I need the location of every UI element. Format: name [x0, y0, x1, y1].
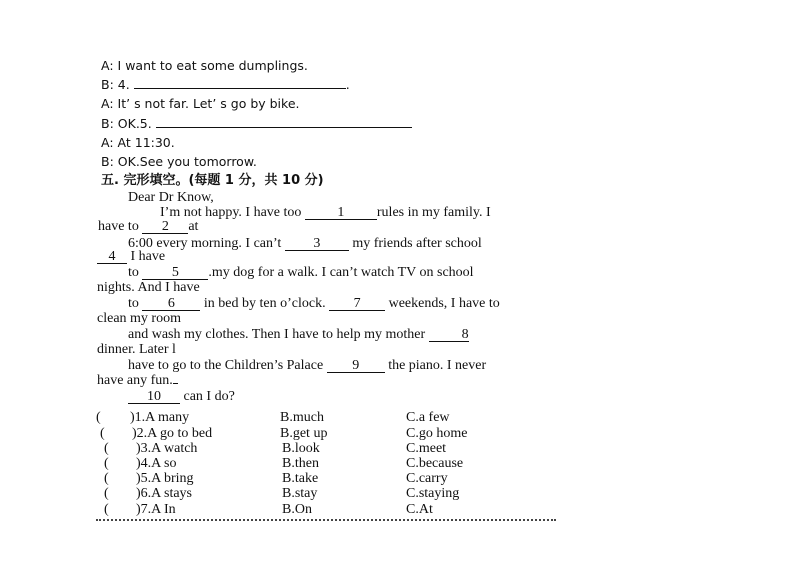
dialogue-text: I want to eat some dumplings.	[117, 58, 308, 73]
passage-text: have any fun.	[97, 373, 173, 388]
passage-line: clean my room	[97, 311, 181, 326]
cloze-blank-6[interactable]: 6	[142, 297, 200, 311]
dialogue-line-5	[101, 135, 175, 151]
option-a: )1.A many	[130, 410, 190, 425]
dialogue-text: OK.5.	[117, 116, 152, 131]
passage-line: nights. And I have	[97, 280, 200, 295]
dialogue-line-6	[101, 154, 257, 170]
option-c: C.staying	[406, 486, 460, 501]
dialogue-text: OK.See you tomorrow.	[117, 154, 257, 169]
passage-line	[128, 358, 486, 374]
passage-text: have to	[98, 219, 139, 234]
answer-paren[interactable]: (	[104, 486, 109, 501]
passage-text: I’m not happy. I have too	[160, 205, 302, 220]
answer-paren[interactable]: (	[104, 456, 109, 471]
option-b: B.On	[282, 502, 312, 517]
cloze-blank-1[interactable]: 1	[305, 206, 377, 220]
speaker-label: B:	[101, 116, 114, 131]
option-b: B.then	[282, 456, 319, 471]
cloze-blank-9[interactable]: 9	[327, 359, 385, 373]
passage-text: 6:00 every morning. I can’t	[128, 236, 282, 251]
option-c: C.because	[406, 456, 464, 471]
option-a: )5.A bring	[136, 471, 194, 486]
passage-text: to	[128, 296, 139, 311]
passage-text: I have	[130, 249, 166, 264]
speaker-label: A:	[101, 96, 114, 111]
passage-line	[128, 296, 500, 312]
passage-text: to	[128, 265, 139, 280]
answer-blank-4[interactable]	[134, 88, 346, 89]
option-b: B.look	[282, 441, 320, 456]
passage-line	[128, 327, 469, 343]
dialogue-text: 4.	[117, 77, 130, 92]
option-b: B.stay	[282, 486, 318, 501]
cloze-blank-5[interactable]: 5	[142, 266, 208, 280]
cropped-text-fragment	[96, 519, 556, 523]
option-b: B.much	[280, 410, 324, 425]
passage-text: .my dog for a walk. I can’t watch TV on school	[208, 265, 474, 280]
passage-text: can I do?	[183, 389, 235, 404]
answer-paren[interactable]: (	[104, 502, 109, 517]
passage-line	[97, 249, 165, 265]
speaker-label: A:	[101, 58, 114, 73]
passage-text: at	[188, 219, 199, 234]
trailing-blank	[173, 383, 178, 384]
passage-line	[128, 265, 474, 281]
passage-text: rules in my family. I	[376, 205, 491, 220]
speaker-label: A:	[101, 135, 114, 150]
option-a: )3.A watch	[136, 441, 198, 456]
passage-text: and wash my clothes. Then I have to help my mother	[128, 327, 426, 342]
cloze-blank-2[interactable]: 2	[142, 220, 188, 234]
speaker-label: B:	[101, 154, 114, 169]
option-b: B.take	[282, 471, 319, 486]
passage-line	[98, 219, 198, 235]
passage-line: dinner. Later l	[97, 342, 176, 357]
option-c: C.meet	[406, 441, 447, 456]
dialogue-line-1	[101, 58, 308, 74]
dialogue-line-3	[101, 96, 300, 112]
cloze-blank-7[interactable]: 7	[329, 297, 385, 311]
option-c: C.a few	[406, 410, 450, 425]
option-a: )7.A In	[136, 502, 176, 517]
option-c: C.At	[406, 502, 433, 517]
answer-paren[interactable]: (	[96, 410, 101, 425]
passage-line	[160, 205, 491, 221]
answer-paren[interactable]: (	[104, 441, 109, 456]
cloze-blank-3[interactable]: 3	[285, 237, 349, 251]
section-heading: 五. 完形填空。(每题 1 分，共 10 分)	[101, 173, 324, 188]
option-a: )4.A so	[136, 456, 177, 471]
dialogue-end-mark: .	[345, 77, 350, 92]
passage-text: weekends, I have to	[388, 296, 500, 311]
cloze-blank-8[interactable]: 8	[429, 328, 469, 342]
answer-blank-5[interactable]	[156, 127, 412, 128]
answer-paren[interactable]: (	[104, 471, 109, 486]
passage-line	[128, 236, 482, 252]
passage-text: have to go to the Children’s Palace	[128, 358, 324, 373]
cropped-next-row	[96, 517, 556, 523]
option-a: )2.A go to bed	[132, 426, 213, 441]
passage-line	[97, 373, 178, 389]
answer-paren[interactable]: (	[100, 426, 105, 441]
cloze-blank-10[interactable]: 10	[128, 390, 180, 404]
option-b: B.get up	[280, 426, 328, 441]
cloze-blank-4[interactable]: 4	[97, 250, 127, 264]
passage-line	[128, 389, 235, 405]
passage-text: the piano. I never	[388, 358, 487, 373]
passage-text: my friends after school	[352, 236, 482, 251]
dialogue-line-4	[101, 116, 412, 132]
speaker-label: B:	[101, 77, 114, 92]
dialogue-text: It’ s not far. Let’ s go by bike.	[117, 96, 300, 111]
option-c: C.carry	[406, 471, 448, 486]
letter-greeting: Dear Dr Know,	[128, 190, 214, 205]
passage-text: in bed by ten o’clock.	[203, 296, 326, 311]
option-a: )6.A stays	[136, 486, 192, 501]
option-c: C.go home	[406, 426, 468, 441]
dialogue-text: At 11:30.	[117, 135, 175, 150]
dialogue-line-2	[101, 77, 350, 93]
